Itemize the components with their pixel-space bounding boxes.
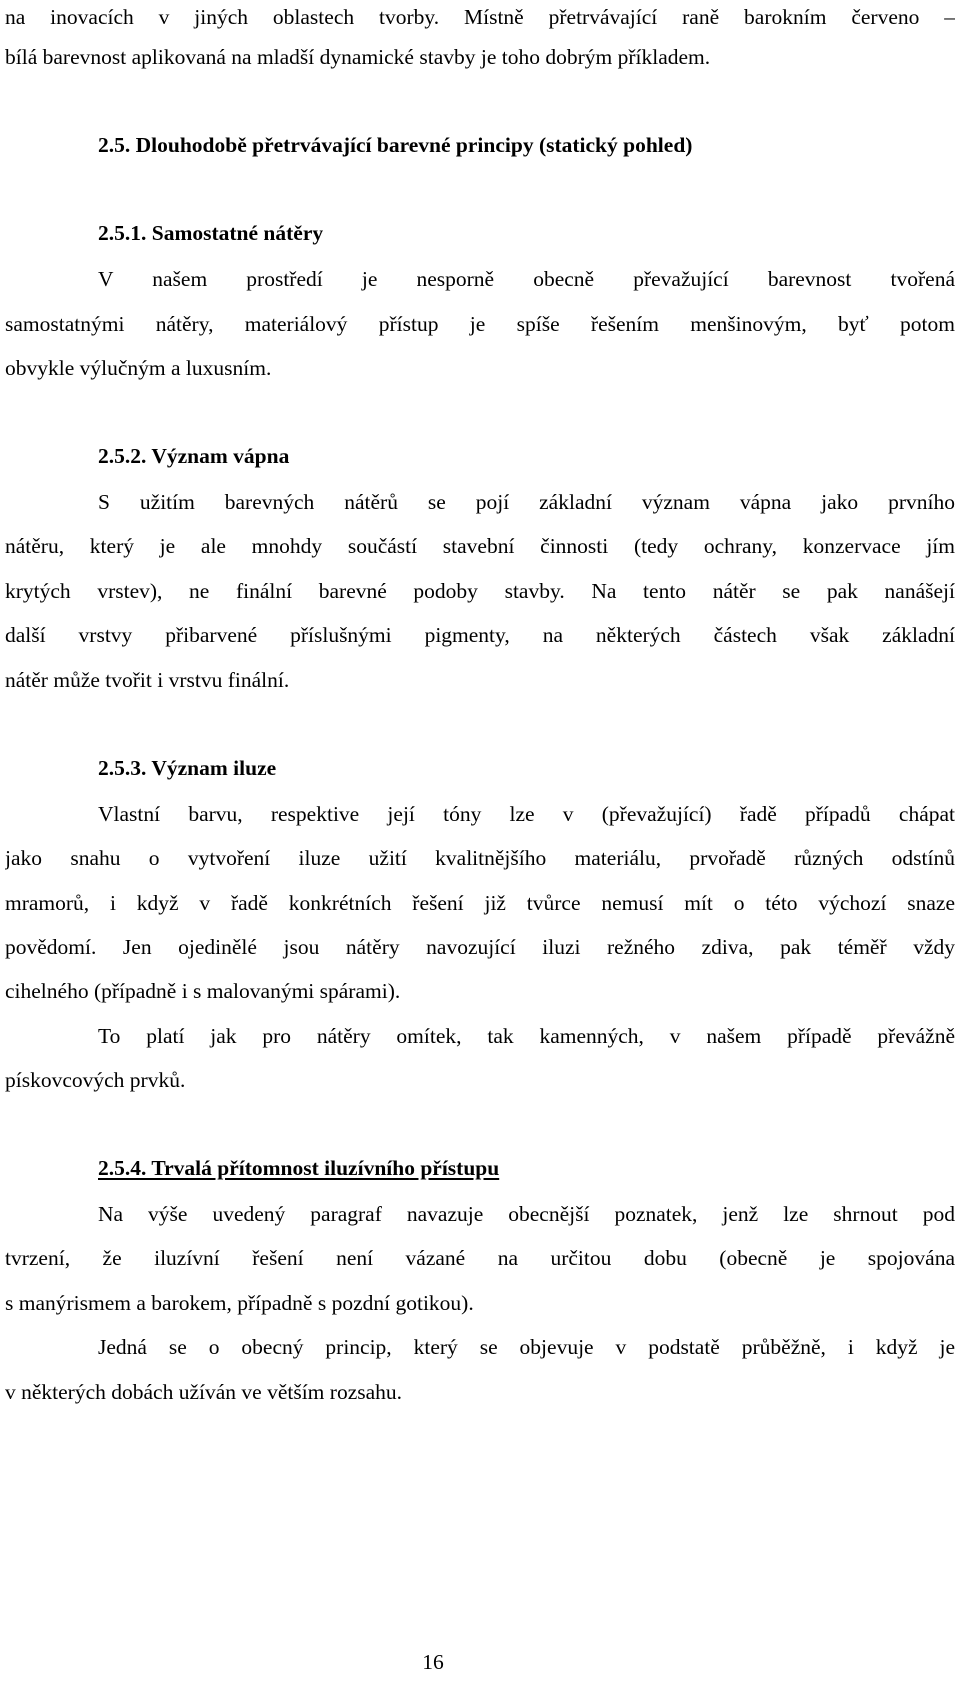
paragraph-line: obvykle výlučným a luxusním. bbox=[5, 356, 272, 380]
paragraph-line: pískovcových prvků. bbox=[5, 1068, 186, 1092]
paragraph-line: jako snahu o vytvoření iluze užití kvalitnějšího materiálu, prvořadě různých odstínů bbox=[5, 846, 955, 870]
paragraph-line: Na výše uvedený paragraf navazuje obecnější poznatek, jenž lze shrnout pod bbox=[98, 1202, 955, 1226]
intro-line-2: bílá barevnost aplikovaná na mladší dynamické stavby je toho dobrým příkladem. bbox=[5, 45, 711, 69]
paragraph-line: tvrzení, že iluzívní řešení není vázané na určitou dobu (obecně je spojována bbox=[5, 1246, 955, 1270]
section-heading-2-5-3: 2.5.3. Význam iluze bbox=[98, 756, 277, 780]
section-heading-2-5-1: 2.5.1. Samostatné nátěry bbox=[98, 221, 324, 245]
paragraph-line: cihelného (případně i s malovanými spárami). bbox=[5, 979, 401, 1003]
paragraph-line: s manýrismem a barokem, případně s pozdní gotikou). bbox=[5, 1291, 474, 1315]
paragraph-line: v některých dobách užíván ve větším rozsahu. bbox=[5, 1380, 403, 1404]
paragraph-line: To platí jak pro nátěry omítek, tak kamenných, v našem případě převážně bbox=[98, 1024, 955, 1048]
paragraph-line: krytých vrstev), ne finální barevné podoby stavby. Na tento nátěr se pak nanášejí bbox=[5, 579, 955, 603]
paragraph-line: mramorů, i když v řadě konkrétních řešení již tvůrce nemusí mít o této výchozí snaze bbox=[5, 891, 955, 915]
paragraph-line: S užitím barevných nátěrů se pojí základní význam vápna jako prvního bbox=[98, 490, 955, 514]
paragraph-line: V našem prostředí je nesporně obecně převažující barevnost tvořená bbox=[98, 267, 955, 291]
paragraph-line: Vlastní barvu, respektive její tóny lze v (převažující) řadě případů chápat bbox=[98, 802, 955, 826]
section-heading-2-5-4: 2.5.4. Trvalá přítomnost iluzívního přístupu bbox=[98, 1156, 500, 1180]
intro-line-1: na inovacích v jiných oblastech tvorby. Místně přetrvávající raně barokním červeno – bbox=[5, 5, 955, 29]
section-heading-2-5-2: 2.5.2. Význam vápna bbox=[98, 444, 290, 468]
paragraph-line: další vrstvy přibarvené příslušnými pigmenty, na některých částech však základní bbox=[5, 623, 955, 647]
section-heading-2-5: 2.5. Dlouhodobě přetrvávající barevné principy (statický pohled) bbox=[98, 133, 693, 157]
paragraph-line: samostatnými nátěry, materiálový přístup je spíše řešením menšinovým, byť potom bbox=[5, 312, 955, 336]
paragraph-line: nátěr může tvořit i vrstvu finální. bbox=[5, 668, 290, 692]
paragraph-line: povědomí. Jen ojedinělé jsou nátěry navozující iluzi režného zdiva, pak téměř vždy bbox=[5, 935, 955, 959]
paragraph-line: Jedná se o obecný princip, který se objevuje v podstatě průběžně, i když je bbox=[98, 1335, 955, 1359]
paragraph-line: nátěru, který je ale mnohdy součástí stavební činnosti (tedy ochrany, konzervace jím bbox=[5, 534, 955, 558]
page-number: 16 bbox=[422, 1650, 444, 1674]
